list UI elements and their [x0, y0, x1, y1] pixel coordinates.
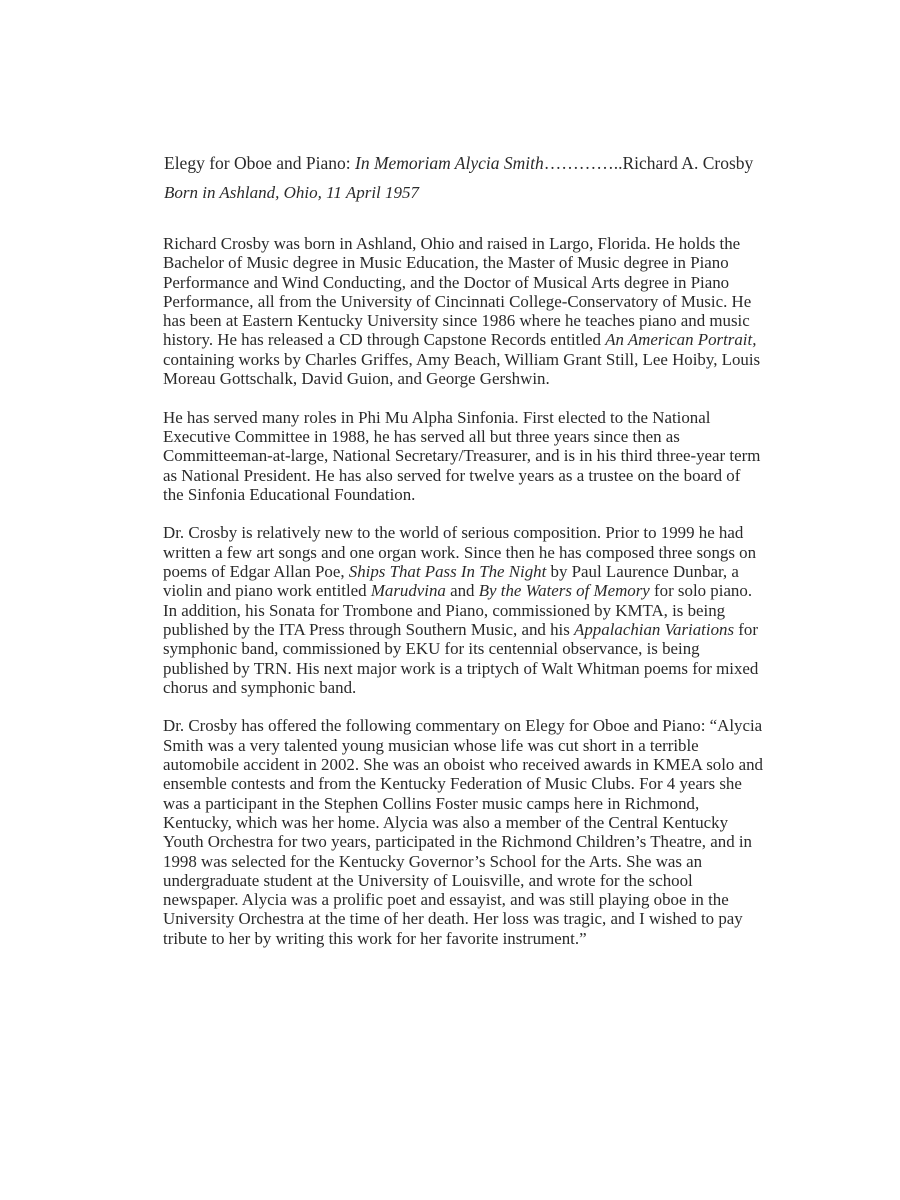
- composer-name: Richard A. Crosby: [622, 153, 754, 173]
- biography-body: [163, 234, 763, 948]
- paragraph-composition: [163, 523, 763, 697]
- title-prefix: Elegy for Oboe and Piano:: [164, 153, 355, 173]
- paragraph-sinfonia: He has served many roles in Phi Mu Alpha Sinfonia. First elected to the National Executive Committee in 1988, he has served all but three years since then as Committeeman-at-large, National Secretary/Treasurer, and is in his third three-year term as National President. He has also served for twelve years as a trustee on the board of the Sinfonia Educational Foundation.: [163, 407, 761, 504]
- p1-text-c: containing works by Charles Griffes, Amy Beach, William Grant Still, Lee Hoiby, Louis Moreau Gottschalk, David Guion, and George Gershwin.: [163, 349, 761, 389]
- p3-text-a: Dr. Crosby is relatively new to the world of serious composition. Prior to 1999 he had written a few art songs and one organ work. Since then he has composed three songs on poems of Edgar Allan Poe,: [163, 523, 757, 582]
- composer-birth-info: Born in Ashland, Ohio, 11 April 1957: [164, 183, 420, 202]
- paragraph-commentary: Dr. Crosby has offered the following commentary on Elegy for Oboe and Piano: “Alycia Smith was a very talented young musician whose life was cut short in a terrible automobile accident in 2002. She was an oboist who received awards in KMEA solo and ensemble contests and from the Kentucky Federation of Music Clubs. For 4 years she was a participant in the Stephen Collins Foster music camps here in Richmond, Kentucky, which was her home. Alycia was also a member of the Central Kentucky Youth Orchestra for two years, participated in the Richmond Children’s Theatre, and in 1998 was selected for the Kentucky Governor’s School for the Arts. She was an undergraduate student at the University of Louisville, and wrote for the school newspaper. Alycia was a prolific poet and essayist, and was still playing oboe in the University Orchestra at the time of her death. Her loss was tragic, and I wished to pay tribute to her by writing this work for her favorite instrument.”: [163, 716, 763, 948]
- title-leader-dots: …………..: [543, 153, 623, 173]
- work-title-ships: Ships That Pass In The Night: [348, 562, 547, 582]
- piece-title-line: [164, 152, 762, 174]
- p1-text-a: Richard Crosby was born in Ashland, Ohio and raised in Largo, Florida. He holds the Bachelor of Music degree in Music Education, the Master of Music degree in Piano Performance and Wind Conducting, and the Doctor of Musical Arts degree in Piano Performance, all from the University of Cincinnati College-Conservatory of Music. He has been at Eastern Kentucky University since 1986 where he teaches piano and music history. He has released a CD through Capstone Records entitled: [163, 234, 752, 350]
- paragraph-education: [163, 234, 763, 388]
- p3-text-g: for solo piano. In addition, his Sonata for Trombone and Piano, commissioned by KMTA, is being published by the ITA Press through Southern Music, and his: [163, 581, 753, 639]
- work-title-marudvina: Marudvina: [370, 581, 446, 601]
- p3-text-c: by Paul Laurence Dunbar, a violin and piano work entitled: [163, 562, 739, 601]
- work-title-appalachian: Appalachian Variations: [574, 619, 735, 639]
- title-dedication: In Memoriam Alycia Smith: [355, 153, 544, 173]
- work-title-waters: By the Waters of Memory: [478, 581, 650, 601]
- p3-text-e: and: [445, 581, 479, 601]
- cd-title: An American Portrait,: [605, 330, 757, 350]
- p3-text-i: for symphonic band, commissioned by EKU for its centennial observance, is being published by TRN. His next major work is a triptych of Walt Whitman poems for mixed chorus and symphonic band.: [163, 619, 759, 697]
